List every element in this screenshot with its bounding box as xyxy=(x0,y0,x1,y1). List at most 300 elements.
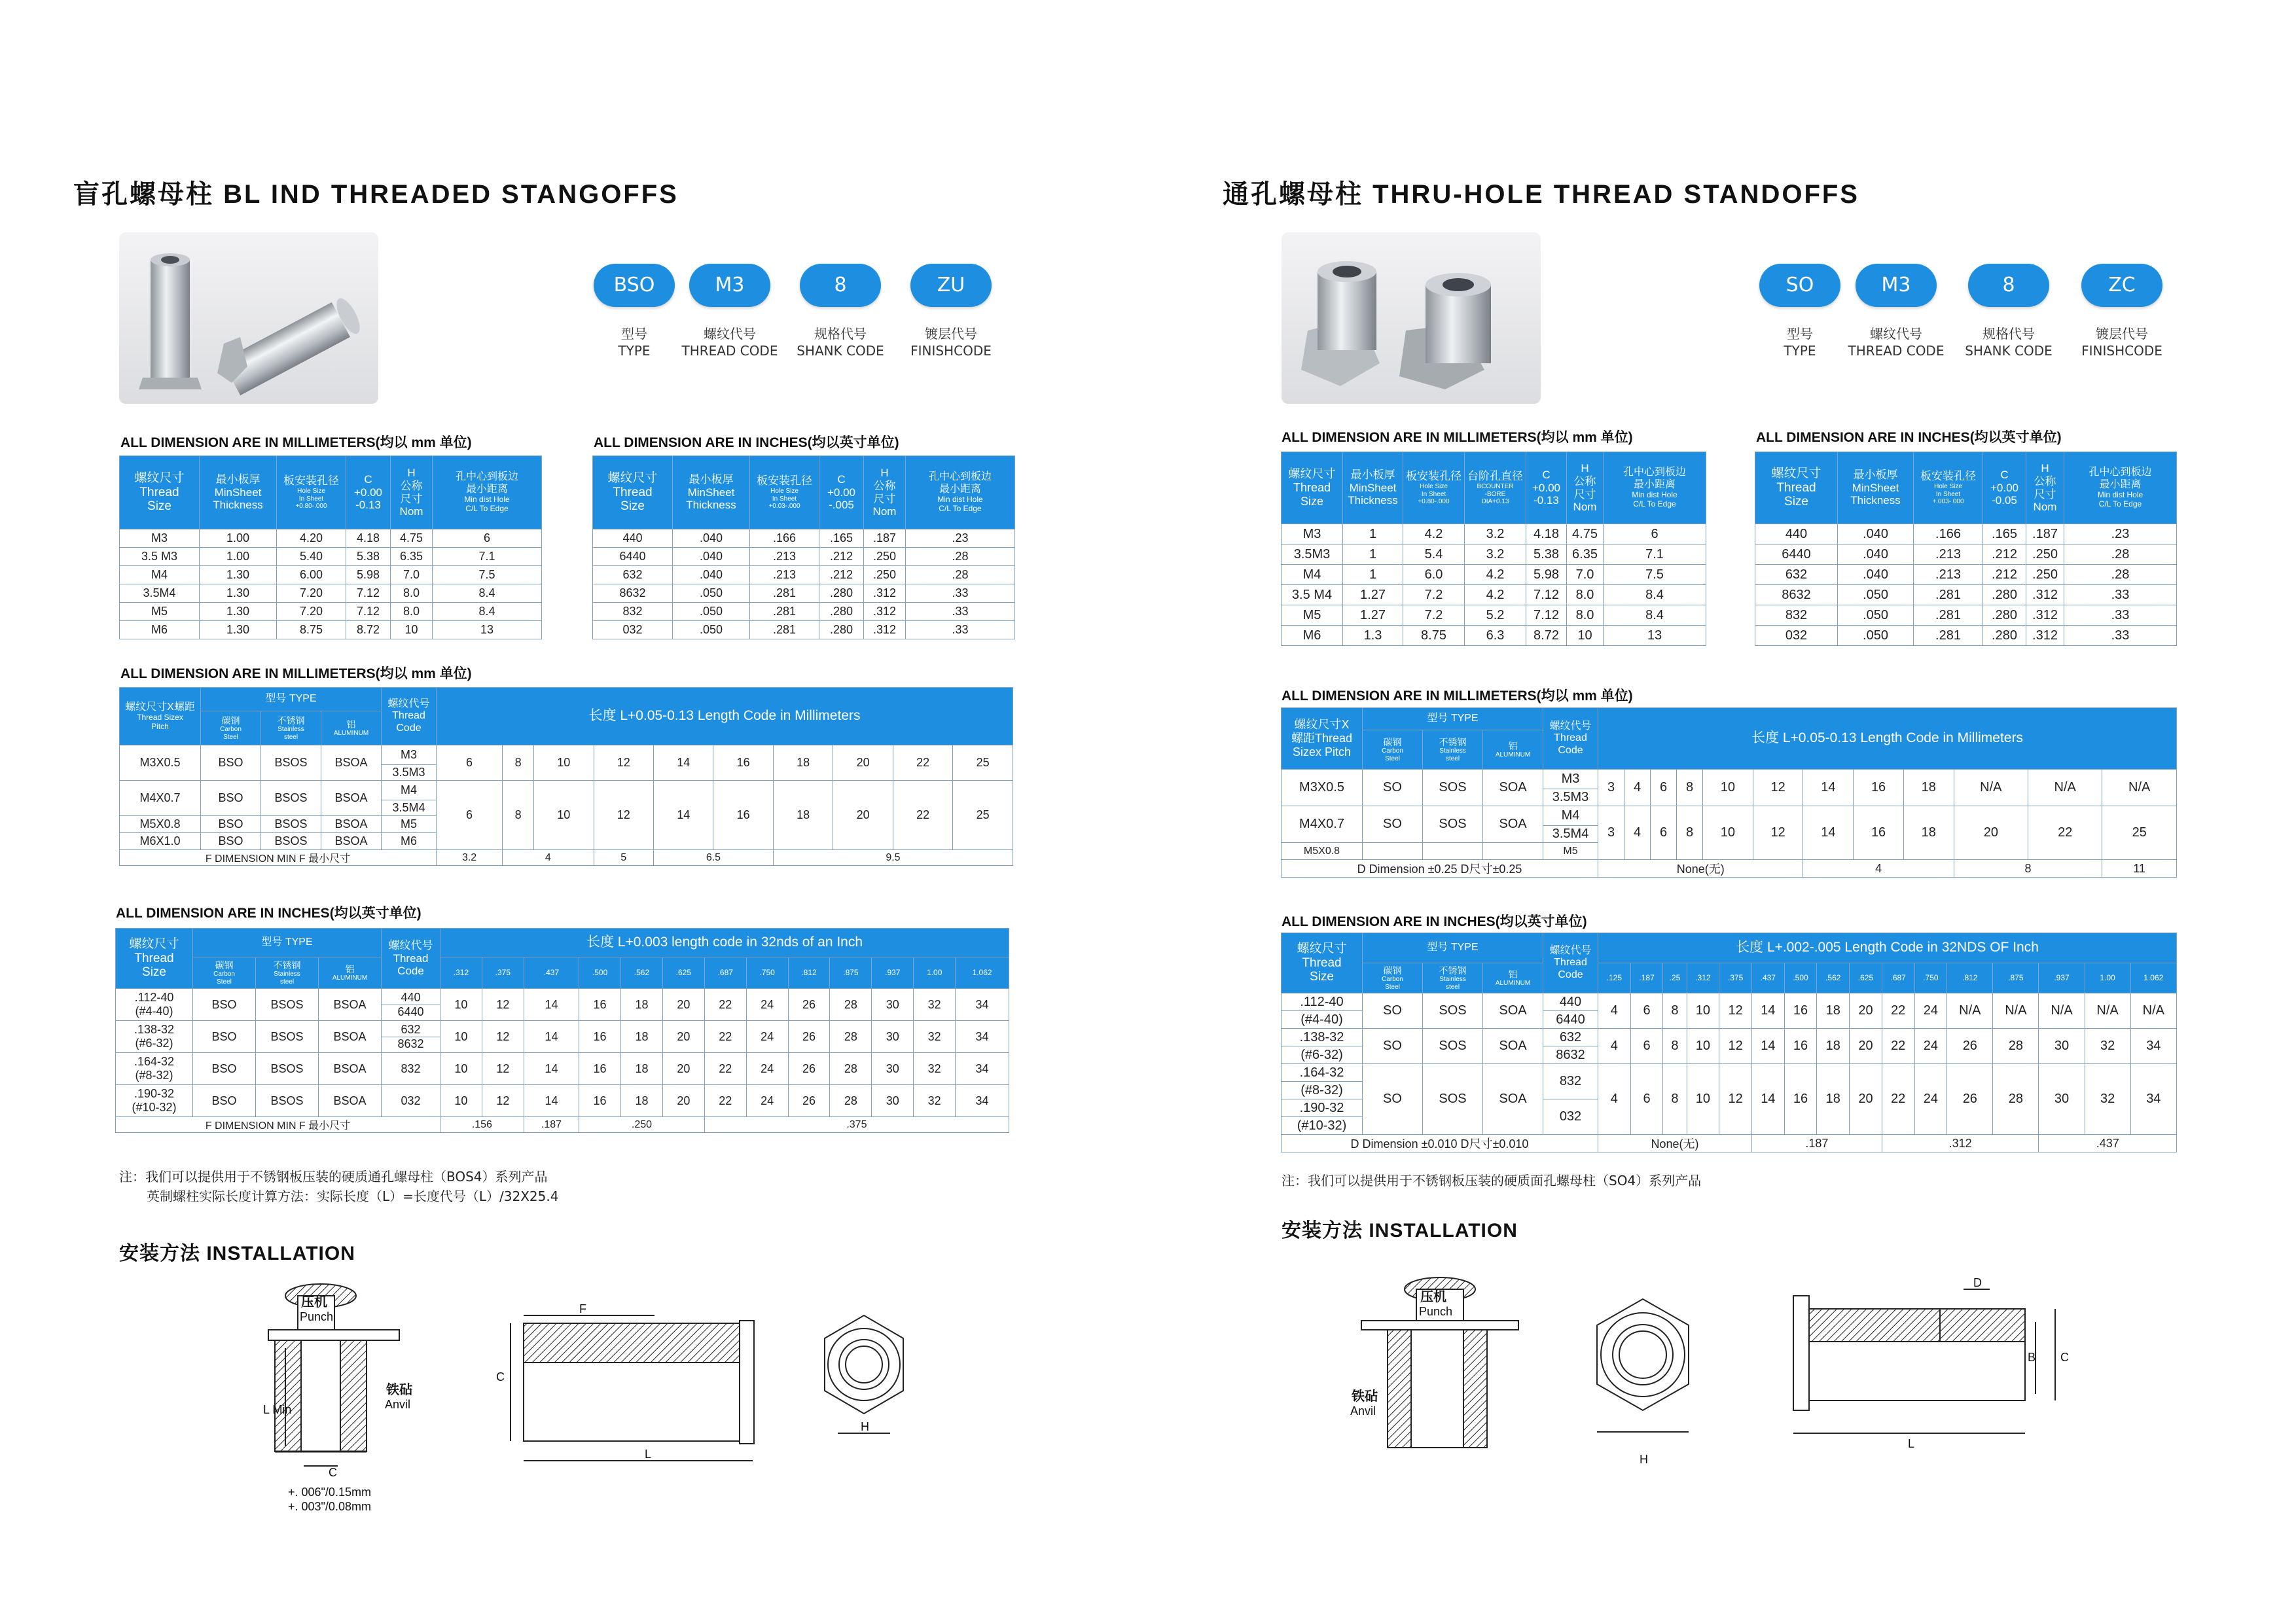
table-cell: 7.0 xyxy=(391,566,433,584)
table-cell: 6440 xyxy=(1755,544,1838,565)
table-cell: 10 xyxy=(1567,626,1604,646)
table-cell: 4.20 xyxy=(277,529,346,548)
col-len: 1.062 xyxy=(956,957,1009,989)
table-cell: 7.1 xyxy=(433,548,542,566)
table-cell: BSOA xyxy=(319,989,382,1021)
col-len: .25 xyxy=(1663,963,1687,993)
table-row xyxy=(120,621,542,639)
col-len: .375 xyxy=(482,957,524,989)
table-cell: .280 xyxy=(1983,585,2026,605)
table-cell: 8.4 xyxy=(1604,585,1706,605)
table-row xyxy=(120,603,542,621)
table-row xyxy=(1755,524,2177,544)
table-cell: .050 xyxy=(1838,605,1914,626)
table-cell: 8.0 xyxy=(391,584,433,603)
table-cell: .165 xyxy=(819,529,864,548)
table-cell: 32 xyxy=(914,1085,956,1117)
col-h: H 公称 尺寸 Nom xyxy=(391,456,433,529)
table-cell: 1.30 xyxy=(200,603,277,621)
table-cell: 10 xyxy=(440,1085,482,1117)
table-cell: 13 xyxy=(433,621,542,639)
table-cell: 832 xyxy=(382,1053,440,1085)
col-aluminum: 铝 ALUMINUM xyxy=(1483,963,1543,993)
col-stainless: 不锈钢 Stainless steel xyxy=(256,957,319,989)
table-cell: 4.18 xyxy=(346,529,391,548)
anvil-label: 铁砧 xyxy=(386,1383,412,1397)
table-row xyxy=(116,1085,1009,1117)
right-inch-spec-title: ALL DIMENSION ARE IN INCHES(均以英寸单位) xyxy=(1756,430,2062,445)
table-cell: 12 xyxy=(482,1053,524,1085)
table-cell: BSOS xyxy=(256,1021,319,1053)
table-cell: 14 xyxy=(524,1085,579,1117)
table-cell: 632 xyxy=(593,566,673,584)
table-row xyxy=(1282,585,1706,605)
table-cell: 10 xyxy=(440,1053,482,1085)
table-cell: 7.20 xyxy=(277,584,346,603)
table-cell: 24 xyxy=(746,1085,788,1117)
right-installation-title: 安装方法 INSTALLATION xyxy=(1282,1220,1518,1241)
table-cell: 3.5 M3 xyxy=(120,548,200,566)
table-cell: 4.75 xyxy=(391,529,433,548)
table-cell: 28 xyxy=(830,1085,872,1117)
col-len: .437 xyxy=(1751,963,1784,993)
anvil-label-en: Anvil xyxy=(385,1398,411,1411)
col-min-sheet: 最小板厚 MinSheet Thickness xyxy=(673,456,750,529)
table-cell: 032 xyxy=(1755,626,1838,646)
col-len: .187 xyxy=(1630,963,1663,993)
table-row xyxy=(593,621,1015,639)
col-thread-size: 螺纹尺寸 Thread Size xyxy=(1755,452,1838,524)
table-cell: .250 xyxy=(864,566,906,584)
col-c: C +0.00 -0.13 xyxy=(346,456,391,529)
right-length-inch-table: 螺纹尺寸 Thread Size 型号 TYPE 螺纹代号 Thread Code 长度 L+.002-.005 Length Code in 32NDS OF Inch 碳钢 Carbon Steel 不锈钢 Stainless steel 铝 ALUMINUM .125 .187 .25 .312 .375 .437 .500 .562 .625 .687 .750 .812 .875 .937 1.00 1.062 .112-40 SO SOS SOA 440 4 6 8 10 12 14 16 18 20 22 24 N/A N/A N/A N/A N/A (#4-40) 6440 .138-32 SO SOS SOA 632 4 6 8 10 12 14 16 18 20 22 24 26 28 30 32 34 (#6-32) 8632 .164-32 SO SOS SOA 832 4 6 8 10 12 14 16 18 20 22 24 26 28 30 32 34 (#8-32) .190-32 032 (#10-32) D Dimension ±0.010 D尺寸±0.010 None(无) .187 .312 .437 xyxy=(1281,933,2177,1152)
table-cell: 032 xyxy=(593,621,673,639)
right-code-label-shank xyxy=(1946,325,2071,359)
table-cell: 20 xyxy=(662,989,704,1021)
table-cell: 6.0 xyxy=(1403,565,1465,585)
left-inch-spec-table xyxy=(592,455,1015,639)
left-code-pill-shank: 8 xyxy=(800,264,881,307)
left-code-pill-finish: ZU xyxy=(910,264,992,307)
table-cell: M4 xyxy=(1282,565,1343,585)
table-cell: 6440 xyxy=(593,548,673,566)
table-cell: BSOA xyxy=(319,1053,382,1085)
table-cell: .040 xyxy=(673,566,750,584)
table-cell: 3.5 M4 xyxy=(1282,585,1343,605)
col-len: .312 xyxy=(440,957,482,989)
table-cell: 28 xyxy=(830,989,872,1021)
table-cell: 18 xyxy=(621,1085,663,1117)
col-len: .625 xyxy=(1850,963,1882,993)
table-cell: .33 xyxy=(2064,605,2177,626)
col-stainless: 不锈钢 Stainless steel xyxy=(1423,963,1483,993)
table-cell: 1.30 xyxy=(200,566,277,584)
table-cell: 7.20 xyxy=(277,603,346,621)
left-mm-spec-title: ALL DIMENSION ARE IN MILLIMETERS(均以 mm 单位) xyxy=(120,435,472,450)
col-len: .687 xyxy=(704,957,746,989)
col-len: .562 xyxy=(1817,963,1850,993)
table-row xyxy=(120,566,542,584)
table-cell: .33 xyxy=(906,621,1015,639)
table-cell: 6.00 xyxy=(277,566,346,584)
table-cell: .312 xyxy=(2026,605,2064,626)
table-cell: .280 xyxy=(1983,605,2026,626)
table-cell: 8.75 xyxy=(1403,626,1465,646)
right-inch-spec-table xyxy=(1755,452,2177,646)
table-cell: BSO xyxy=(193,1085,256,1117)
table-cell: 16 xyxy=(579,1021,621,1053)
table-cell: 1.00 xyxy=(200,548,277,566)
table-footer-row: F DIMENSION MIN F 最小尺寸 .156 .187 .250 .375 xyxy=(116,1117,1009,1133)
table-cell: 7.12 xyxy=(1526,585,1567,605)
table-cell: 8632 xyxy=(593,584,673,603)
table-cell: 4.2 xyxy=(1465,585,1526,605)
table-cell: 832 xyxy=(1755,605,1838,626)
table-cell: .312 xyxy=(2026,585,2064,605)
col-len: .375 xyxy=(1719,963,1752,993)
table-cell: 1 xyxy=(1343,524,1403,544)
col-stainless: 不锈钢 Stainless steel xyxy=(261,711,321,745)
table-cell: 10 xyxy=(391,621,433,639)
table-cell: 6.35 xyxy=(391,548,433,566)
col-len: .687 xyxy=(1882,963,1914,993)
col-thread-size: 螺纹尺寸 Thread Size xyxy=(116,929,193,989)
table-cell: .33 xyxy=(2064,626,2177,646)
col-len: .312 xyxy=(1687,963,1719,993)
table-cell: BSOS xyxy=(256,989,319,1021)
table-cell: BSO xyxy=(193,1021,256,1053)
table-cell: 4.75 xyxy=(1567,524,1604,544)
col-len: .812 xyxy=(1947,963,1993,993)
table-cell: BSO xyxy=(193,1053,256,1085)
col-aluminum: 铝 ALUMINUM xyxy=(1483,730,1543,770)
left-code-pill-thread: M3 xyxy=(689,264,770,307)
table-row xyxy=(593,603,1015,621)
table-cell: 6.35 xyxy=(1567,544,1604,565)
right-code-label-thread xyxy=(1834,325,1958,359)
col-thread-code: 螺纹代号 Thread Code xyxy=(382,688,437,745)
right-length-mm-title: ALL DIMENSION ARE IN MILLIMETERS(均以 mm 单位) xyxy=(1282,688,1633,704)
col-len: .437 xyxy=(524,957,579,989)
table-cell: 10 xyxy=(440,1021,482,1053)
label-cn: 镀层代号 xyxy=(925,326,977,342)
col-c: C +0.00 -0.13 xyxy=(1526,452,1567,524)
left-installation-drawing xyxy=(249,1283,969,1525)
table-row: M5X0.8 BSO BSOS BSOA M5 xyxy=(120,816,1013,833)
table-row: M6X1.0 BSO BSOS BSOA M6 xyxy=(120,833,1013,850)
tolerance-label-2: +. 003"/0.08mm xyxy=(288,1500,371,1513)
table-cell: .212 xyxy=(819,566,864,584)
right-page-title: 通孔螺母柱 THRU-HOLE THREAD STANDOFFS xyxy=(1223,180,1859,209)
table-cell: M4 xyxy=(120,566,200,584)
table-cell: 34 xyxy=(956,1053,1009,1085)
col-min-sheet: 最小板厚 MinSheet Thickness xyxy=(1838,452,1914,524)
right-mm-spec-title: ALL DIMENSION ARE IN MILLIMETERS(均以 mm 单位) xyxy=(1282,430,1633,445)
col-hole-size: 板安装孔径 Hole Size In Sheet +.003-.000 xyxy=(1914,452,1983,524)
table-cell: 1.3 xyxy=(1343,626,1403,646)
table-cell: 5.38 xyxy=(346,548,391,566)
col-carbon: 碳钢 Carbon Steel xyxy=(1363,963,1423,993)
table-cell: .281 xyxy=(1914,605,1983,626)
table-cell: .250 xyxy=(2026,544,2064,565)
col-len: .500 xyxy=(1784,963,1817,993)
table-cell: 26 xyxy=(788,1021,830,1053)
label-en: TYPE xyxy=(1784,343,1816,359)
table-cell: 18 xyxy=(621,1053,663,1085)
table-cell: 26 xyxy=(788,1085,830,1117)
table-cell: 28 xyxy=(830,1021,872,1053)
table-footer-row: D Dimension ±0.25 D尺寸±0.25 None(无) 4 8 11 xyxy=(1282,860,2177,878)
col-edge: 孔中心到板边 最小距离 Min dist Hole C/L To Edge xyxy=(2064,452,2177,524)
table-cell: 7.0 xyxy=(1567,565,1604,585)
table-cell: M5 xyxy=(120,603,200,621)
table-cell: 1.27 xyxy=(1343,605,1403,626)
c-label: C xyxy=(329,1466,337,1479)
col-len: .500 xyxy=(579,957,621,989)
col-thread-pitch: 螺纹尺寸X螺距 Thread Sizex Pitch xyxy=(120,688,201,745)
col-hole-size: 板安装孔径 Hole Size In Sheet +0.03-.000 xyxy=(750,456,819,529)
table-cell: .28 xyxy=(2064,544,2177,565)
table-cell: 5.98 xyxy=(346,566,391,584)
col-thread-pitch: 螺纹尺寸X 螺距Thread Sizex Pitch xyxy=(1282,708,1363,770)
table-cell: .212 xyxy=(1983,565,2026,585)
thru-hole-standoff-image xyxy=(1282,232,1541,404)
table-cell: .33 xyxy=(2064,585,2177,605)
table-cell: 28 xyxy=(830,1053,872,1085)
table-row: .190-32 032 xyxy=(1282,1099,2177,1117)
table-cell: 8.4 xyxy=(433,584,542,603)
table-cell: 440 xyxy=(593,529,673,548)
col-type: 型号 TYPE xyxy=(1363,708,1543,730)
table-row xyxy=(1282,524,1706,544)
table-row xyxy=(116,989,1009,1021)
table-row xyxy=(120,529,542,548)
table-row xyxy=(1282,626,1706,646)
table-cell: 7.5 xyxy=(1604,565,1706,585)
col-c: C +0.00 -.005 xyxy=(819,456,864,529)
table-cell: .312 xyxy=(864,621,906,639)
table-cell: .166 xyxy=(1914,524,1983,544)
table-row: .164-32 SO SOS SOA 832 4 6 8 10 12 14 16 18 20 22 24 26 28 30 32 34 xyxy=(1282,1064,2177,1082)
col-c: C +0.00 -0.05 xyxy=(1983,452,2026,524)
right-mm-spec-table xyxy=(1281,452,1706,646)
table-cell: .281 xyxy=(750,621,819,639)
table-cell: .250 xyxy=(864,548,906,566)
table-row xyxy=(120,584,542,603)
label-en: SHANK CODE xyxy=(1965,343,2053,359)
table-cell: BSOA xyxy=(319,1021,382,1053)
table-row: .138-32 SO SOS SOA 632 4 6 8 10 12 14 16 18 20 22 24 26 28 30 32 34 xyxy=(1282,1029,2177,1046)
table-row: M5X0.8 M5 xyxy=(1282,843,2177,860)
table-row: M3X0.5 SO SOS SOA M3 3 4 6 8 10 12 14 16 18 N/A N/A N/A xyxy=(1282,770,2177,789)
table-cell: .33 xyxy=(906,584,1015,603)
table-cell: 24 xyxy=(746,1053,788,1085)
table-cell: M6 xyxy=(1282,626,1343,646)
table-cell: 7.12 xyxy=(346,603,391,621)
label-cn: 型号 xyxy=(621,326,647,342)
table-row xyxy=(1755,626,2177,646)
left-note-1: 注：我们可以提供用于不锈钢板压装的硬质通孔螺母柱（BOS4）系列产品 xyxy=(119,1169,548,1185)
table-cell: .040 xyxy=(1838,565,1914,585)
col-length-code: 长度 L+0.003 length code in 32nds of an Inch xyxy=(440,929,1009,957)
table-cell: BSO xyxy=(193,989,256,1021)
table-cell: 7.12 xyxy=(346,584,391,603)
table-cell: 22 xyxy=(704,1053,746,1085)
table-cell: 22 xyxy=(704,1085,746,1117)
table-cell: 440 xyxy=(1755,524,1838,544)
table-cell: .33 xyxy=(906,603,1015,621)
table-cell: 1.30 xyxy=(200,584,277,603)
table-cell: M3 xyxy=(120,529,200,548)
table-row xyxy=(1755,605,2177,626)
anvil-label: 铁砧 xyxy=(1352,1389,1378,1404)
table-cell: .28 xyxy=(906,548,1015,566)
table-cell: 34 xyxy=(956,1021,1009,1053)
table-cell: 34 xyxy=(956,1085,1009,1117)
col-min-sheet: 最小板厚 MinSheet Thickness xyxy=(1343,452,1403,524)
table-cell: .250 xyxy=(2026,565,2064,585)
col-thread-code: 螺纹代号 Thread Code xyxy=(382,929,440,989)
col-len: 1.00 xyxy=(914,957,956,989)
table-cell: 26 xyxy=(788,989,830,1021)
table-cell: .190-32 (#10-32) xyxy=(116,1085,193,1117)
table-cell: .280 xyxy=(819,584,864,603)
table-cell: 7.1 xyxy=(1604,544,1706,565)
c-label: C xyxy=(496,1370,505,1383)
col-edge: 孔中心到板边 最小距离 Min dist Hole C/L To Edge xyxy=(906,456,1015,529)
col-len: .750 xyxy=(746,957,788,989)
col-len: .937 xyxy=(872,957,914,989)
table-cell: 32 xyxy=(914,1021,956,1053)
col-len: .125 xyxy=(1598,963,1631,993)
left-installation-title: 安装方法 INSTALLATION xyxy=(119,1243,355,1264)
left-code-label-thread xyxy=(668,325,792,359)
table-cell: .050 xyxy=(673,584,750,603)
table-cell: 14 xyxy=(524,1053,579,1085)
table-footer-row: D Dimension ±0.010 D尺寸±0.010 None(无) .187 .312 .437 xyxy=(1282,1135,2177,1152)
table-cell: 18 xyxy=(621,1021,663,1053)
col-carbon: 碳钢 Carbon Steel xyxy=(201,711,261,745)
col-thread-size: 螺纹尺寸 Thread Size xyxy=(1282,933,1363,993)
col-hole-size: 板安装孔径 Hole Size In Sheet +0.80-.000 xyxy=(277,456,346,529)
table-cell: BSOS xyxy=(256,1053,319,1085)
label-en: THREAD CODE xyxy=(1848,343,1945,359)
left-length-inch-table xyxy=(115,928,1009,1133)
table-cell: .23 xyxy=(906,529,1015,548)
col-counterbore: 台阶孔直径 BCOUNTER -BORE DIA+0.13 xyxy=(1465,452,1526,524)
table-cell: BSOA xyxy=(319,1085,382,1117)
right-product-photo xyxy=(1282,232,1541,404)
table-cell: .165 xyxy=(1983,524,2026,544)
table-cell: .040 xyxy=(673,529,750,548)
table-cell: .28 xyxy=(2064,565,2177,585)
table-cell: 24 xyxy=(746,989,788,1021)
right-code-pill-thread: M3 xyxy=(1856,264,1937,307)
table-row: M4X0.7 BSO BSOS BSOA M4 6 8 10 12 14 16 18 20 22 25 xyxy=(120,781,1013,800)
label-cn: 镀层代号 xyxy=(2096,326,2148,342)
b-label: B xyxy=(2028,1351,2036,1364)
table-cell: .187 xyxy=(2026,524,2064,544)
table-cell: 32 xyxy=(914,989,956,1021)
table-cell: 632 8632 xyxy=(382,1021,440,1053)
table-cell: .280 xyxy=(819,621,864,639)
col-stainless: 不锈钢 Stainless steel xyxy=(1423,730,1483,770)
table-cell: .281 xyxy=(1914,585,1983,605)
col-thread-size: 螺纹尺寸 Thread Size xyxy=(120,456,200,529)
table-row xyxy=(593,566,1015,584)
label-cn: 螺纹代号 xyxy=(1870,326,1922,342)
col-h: H 公称 尺寸 Nom xyxy=(2026,452,2064,524)
table-cell: 440 6440 xyxy=(382,989,440,1021)
col-length-code: 长度 L+0.05-0.13 Length Code in Millimeters xyxy=(1598,708,2177,770)
table-cell: .166 xyxy=(750,529,819,548)
table-cell: 6 xyxy=(1604,524,1706,544)
table-cell: 22 xyxy=(704,989,746,1021)
table-cell: 7.2 xyxy=(1403,585,1465,605)
d-label: D xyxy=(1973,1276,1982,1289)
left-page-title: 盲孔螺母柱 BL IND THREADED STANGOFFS xyxy=(73,180,679,209)
table-cell: .040 xyxy=(1838,544,1914,565)
table-row xyxy=(593,548,1015,566)
col-len: .937 xyxy=(2039,963,2085,993)
table-cell: 26 xyxy=(788,1053,830,1085)
table-cell: 4.2 xyxy=(1465,565,1526,585)
table-cell: M3 xyxy=(1282,524,1343,544)
table-cell: 1.00 xyxy=(200,529,277,548)
table-cell: .281 xyxy=(750,603,819,621)
table-cell: .112-40 (#4-40) xyxy=(116,989,193,1021)
table-cell: 8.72 xyxy=(1526,626,1567,646)
col-thread-code: 螺纹代号 Thread Code xyxy=(1543,933,1598,993)
table-cell: .212 xyxy=(819,548,864,566)
table-cell: 8.0 xyxy=(1567,605,1604,626)
table-cell: 7.5 xyxy=(433,566,542,584)
col-len: .750 xyxy=(1914,963,1947,993)
table-row xyxy=(1282,565,1706,585)
punch-label-en: Punch xyxy=(300,1310,334,1323)
table-row xyxy=(593,529,1015,548)
col-type: 型号 TYPE xyxy=(201,688,382,711)
right-code-pill-type: SO xyxy=(1759,264,1840,307)
table-cell: 18 xyxy=(621,989,663,1021)
table-cell: 12 xyxy=(482,1021,524,1053)
table-cell: .213 xyxy=(1914,544,1983,565)
table-cell: 14 xyxy=(524,989,579,1021)
right-code-pill-finish: ZC xyxy=(2081,264,2162,307)
table-cell: M5 xyxy=(1282,605,1343,626)
col-len: .875 xyxy=(1993,963,2039,993)
table-cell: 12 xyxy=(482,1085,524,1117)
left-note-2: 英制螺柱实际长度计算方法：实际长度（L）=长度代号（L）/32X25.4 xyxy=(147,1188,559,1204)
h-label: H xyxy=(861,1420,869,1433)
label-en: THREAD CODE xyxy=(681,343,778,359)
table-cell: .187 xyxy=(864,529,906,548)
table-cell: 8632 xyxy=(1755,585,1838,605)
label-en: FINISHCODE xyxy=(910,343,992,359)
table-cell: .212 xyxy=(1983,544,2026,565)
table-cell: .213 xyxy=(750,548,819,566)
col-aluminum: 铝 ALUMINUM xyxy=(321,711,382,745)
table-cell: 6 xyxy=(433,529,542,548)
table-cell: 1.27 xyxy=(1343,585,1403,605)
table-footer-row: F DIMENSION MIN F 最小尺寸 3.2 4 5 6.5 9.5 xyxy=(120,850,1013,866)
col-type: 型号 TYPE xyxy=(1363,933,1543,963)
table-cell: 20 xyxy=(662,1085,704,1117)
table-cell: 8.4 xyxy=(1604,605,1706,626)
table-cell: 1.30 xyxy=(200,621,277,639)
table-cell: 34 xyxy=(956,989,1009,1021)
table-cell: .050 xyxy=(673,603,750,621)
